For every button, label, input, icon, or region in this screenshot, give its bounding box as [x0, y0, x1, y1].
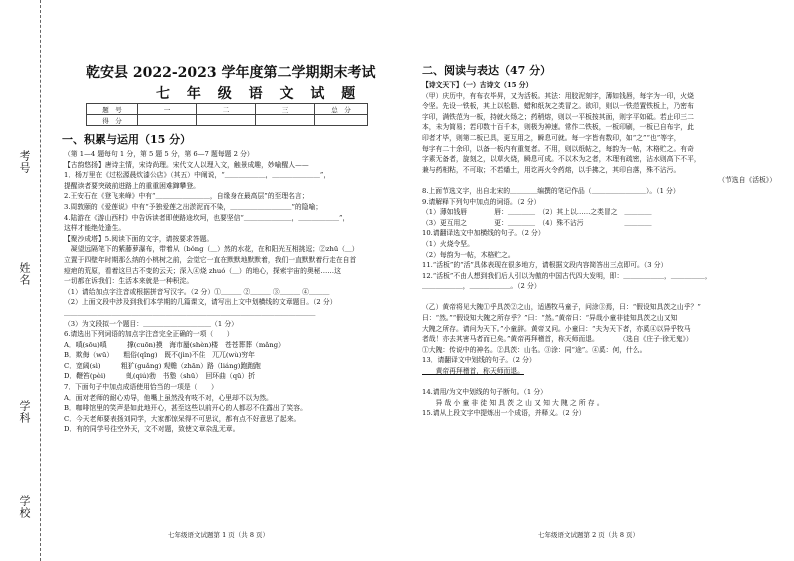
score-table-header-row [87, 104, 368, 115]
exam-no-label: 考号 [18, 150, 31, 174]
text-line: 3.周敦颐的《爱莲说》中有“予独爱莲之出淤泥而不染，＿＿＿＿＿＿＿＿＿”的隐喻； [64, 202, 323, 211]
score-table-score-row [87, 115, 368, 126]
exam-title: 乾安县 2022-2023 学年度第二学期期末考试 [86, 65, 376, 81]
text-line [422, 292, 776, 303]
text-line: C．宽阔(sì) 粗犷(guǎng) 观赡（zhān）路（liáng)跑跑跑 [64, 361, 261, 370]
text-line: B．咖啡馆里的笑声是如此地开心，甚至这些以前开心的人都忍不住露出了笑容。 [64, 404, 307, 413]
score-input-cell[interactable] [315, 115, 368, 126]
text-line: 一切都在诉我们：生活本来就是一种积淀。 [64, 277, 194, 286]
text-line: 字印，满铁范为一板，持就火炀之；药稍熔，则以一平板按其面，则字平如砥。若止印三二 [422, 112, 694, 121]
text-line: ＿＿＿＿＿＿，＿＿＿＿＿＿。（2 分） [422, 282, 541, 291]
text-line: （1）请给加点字注音或根据拼音写汉字。（2 分）①＿＿＿ ②＿＿＿ ③＿＿＿ ④＿＿＿ [64, 287, 330, 296]
score-cell: 题 号 [87, 104, 138, 115]
section-heading: 二、阅读与表达（47 分） [422, 64, 552, 77]
text-line: 1．杨万里在《过松源晨炊漆公店》（其五）中阐说，“＿＿＿＿＿＿，＿＿＿＿＿＿＿”， [64, 171, 331, 180]
text-line: 【古韵悠扬】唐诗主情，宋诗尚理。宋代文人以理入文，触景成趣，妙喻醒人—— [64, 160, 309, 169]
text-line: 立置于四壁年时期那么纳的小桃树之前，会觉它一直在默默地默默着，我们一直默默着行走在自首 [64, 255, 357, 264]
text-line: B．欺侮（wū） 粗俗(qǐng) 既不(jìn)不住 兀兀(wù)穷年 [64, 351, 255, 360]
text-line: 异 哉 小 童 非 徒 知 具 茨 之 山 又 知 大 隗 之 所 存 。 [422, 398, 604, 407]
score-input-cell[interactable] [256, 115, 315, 126]
class-label: 学科 [18, 400, 31, 424]
text-line: 提醒读者要突破前进路上的重重困难蹿攀登。 [64, 181, 200, 190]
text-line [422, 377, 776, 388]
score-cell: 得 分 [87, 115, 138, 126]
score-cell: 总 分 [315, 104, 368, 115]
text-line: A．面对老师的耐心劝导，他嘴上虽然没有吱不对，心里却不以为然。 [64, 393, 273, 402]
binding-margin [0, 0, 50, 561]
text-line: 8.上面节选文字，出自北宋的＿＿＿＿编撰的笔记作品（＿＿＿＿＿＿＿＿）。（1 分） [422, 186, 680, 195]
text-line: 【诗文天下】（一）古诗文（15 分） [422, 81, 533, 89]
text-line: （3）更互用之 更：＿＿＿＿ （4）殊不沾污 ＿＿＿＿ [422, 218, 652, 227]
text-line: D．鞭笞(pèi) 虬(qiú)勃 书塾（shū） 回环曲（qū）折 [64, 372, 256, 381]
text-line: （1）薄如钱唇 唇：＿＿＿＿ （2）其上以……之类冒之 ＿＿＿＿ [422, 208, 652, 217]
text-line: （第 1—4 题每句 1 分，第 5 题 5 分，第 6—7 题每题 2 分） [64, 150, 254, 158]
text-line: 13．请翻译文中划线的句子。（2 分） [422, 356, 536, 365]
text-line: C．今天老师要表扬刘同学，大家都惊呆得不可思议，都有点不好意思了起来。 [64, 414, 301, 423]
text-line: 曰：“然。”“假设知大隗之所存乎？”曰：“然。”黄帝曰：“异哉小童非徒知具茨之山又知 [422, 314, 678, 323]
score-table [86, 103, 368, 126]
score-cell: 三 [256, 104, 315, 115]
text-line: 黄帝再拜稽首，称天师而退。 [422, 367, 524, 376]
text-line: （2）每韵为一帖，木格贮之。 [422, 250, 515, 259]
text-line: 2.王安石在《登飞来峰》中有“＿＿＿＿＿＿＿＿，自缘身在最高层”的至理名言； [64, 192, 309, 201]
text-line: 大隗之所存。请问为天下。”小童辞。黄帝又问。小童曰：“夫为天下者，亦奚④以异乎牧马 [422, 324, 691, 333]
name-label: 姓名 [18, 262, 31, 286]
text-line: （节选自《活板》） [718, 176, 776, 185]
page-footer: 七年级语文试题第 2 页（共 8 页） [538, 531, 640, 539]
exam-subtitle: 七 年 级 语 文 试 题 [156, 86, 362, 102]
text-line: 印者才毕，则第二板已具，更互用之，瞬息可就。每一字皆有数印，如“之”“也”等字， [422, 133, 681, 142]
text-line: 14.请用/为文中划线的句子断句。（1 分） [422, 388, 547, 397]
text-line: （甲）庆历中，有布衣毕昇，又为活板。其法：用胶泥刻字，薄如钱唇，每字为一印，火烧 [422, 91, 694, 100]
text-line: 者哉！亦去其害马者而已矣。”黄帝再拜稽首，称天师而退。 （选自《庄子·徐无鬼》） [422, 335, 693, 344]
text-line: （3）为文段拟一个题目：＿＿＿＿＿＿＿＿＿＿（1 分） [64, 319, 238, 328]
text-line: 本，未为简易；若印数十百千本，则极为神速。常作二铁板，一板印刷，一板已自布字，此 [422, 123, 694, 132]
score-cell: 二 [197, 104, 256, 115]
text-line: ①大隗：传说中的神名。②具茨：山名。③涂：同“途”。④奚：何，什么。 [422, 345, 647, 354]
text-line: 凝望远隔笔下的紫藤萝瀑布，带着从（bǒng（＿）然的水花，在和阳光互相挑逗；②zhū（＿） [64, 245, 359, 254]
text-line: 令坚。先设一铁板，其上以松脂、蜡和纸灰之类冒之。欲印，则以一铁范置铁板上，乃密布 [422, 102, 694, 111]
text-line: 11.“活板”的“活”具体表现在很多地方，请根据文段内容简答出三点即可。（3 分） [422, 261, 668, 270]
left-question-text [64, 149, 398, 435]
text-line: A．嗔(sōu)嗔 撑(cuōn)摸 海市蜃(shèn)楼 苍苍葬葬（mǎng） [64, 340, 285, 349]
score-input-cell[interactable] [197, 115, 256, 126]
text-line: 字素无备者，旋刻之，以草火烧，瞬息可成。不以木为之者，木理有疏密，沾水则高下不平， [422, 155, 701, 164]
text-line: 7．下面句子中加点成语使用恰当的一项是（ ） [64, 383, 218, 392]
text-line: 4.陆游在《游山西村》中告诉读者即使路途坎坷，也要坚信“＿＿＿＿＿＿＿，＿＿＿＿＿＿”， [64, 213, 350, 222]
section-heading: 一、积累与运用（15 分） [62, 133, 192, 146]
text-line: 10.请翻译选文中加横线的句子。（2 分） [422, 229, 545, 238]
text-line: 兼与药相粘，不可取；不若燔土，用讫再火令药熔，以手拂之，其印自落，殊不沾污。 [422, 165, 681, 174]
text-line: 9.请解释下列句中加点的词语。（2 分） [422, 197, 541, 206]
text-line: 15.请从上段文字中提炼出一个成语，并释义。（2 分） [422, 409, 586, 418]
binding-dashed-line [40, 0, 41, 561]
school-label: 学校 [18, 495, 31, 519]
text-line: 痘疤的荒原，看着这旦古不变的云天；深入④烧 zhuó（＿）的地心，探索宇宙的奥秘……这 [64, 266, 341, 275]
text-line: 这样才能绝处逢生。 [64, 224, 126, 233]
text-line: 每字有二十余印，以备一板内有重复者。不用，则以纸帖之，每韵为一帖，木格贮之。有奇 [422, 144, 694, 153]
text-line: D．有的同学号往空外天，文不对题，致使文章杂乱无章。 [64, 425, 240, 434]
text-line: （乙）黄帝将见大隗①乎具茨②之山，适遇牧马童子，问涂③焉，曰：“假设知具茨之山乎？” [422, 303, 701, 312]
text-line: ＿＿＿＿＿＿＿＿＿＿＿＿＿＿＿＿＿＿＿＿＿＿＿＿＿＿＿＿＿＿＿＿＿＿＿＿＿ [64, 308, 316, 317]
score-cell: 一 [138, 104, 197, 115]
text-line: 12.“活板”不由人想到我们后人引以为傲的中国古代四大发明，即：＿＿＿＿＿＿，＿＿＿＿＿， [422, 271, 712, 280]
page-footer: 七年级语文试题第 1 页（共 8 页） [168, 531, 270, 539]
right-question-text [422, 80, 776, 419]
text-line: （1）火烧令坚。 [422, 239, 474, 248]
text-line: 【聚沙成塔】5.阅读下面的文字，请按要求答题。 [64, 234, 214, 243]
text-line: （2）上面文段中涉及到我们本学期的几篇课文，请写出上文中划横线的文章题目。（2 分） [64, 298, 337, 307]
text-line: 6.请选出下列词语的加点字注音完全正确的一项（ ） [64, 330, 234, 339]
score-input-cell[interactable] [138, 115, 197, 126]
